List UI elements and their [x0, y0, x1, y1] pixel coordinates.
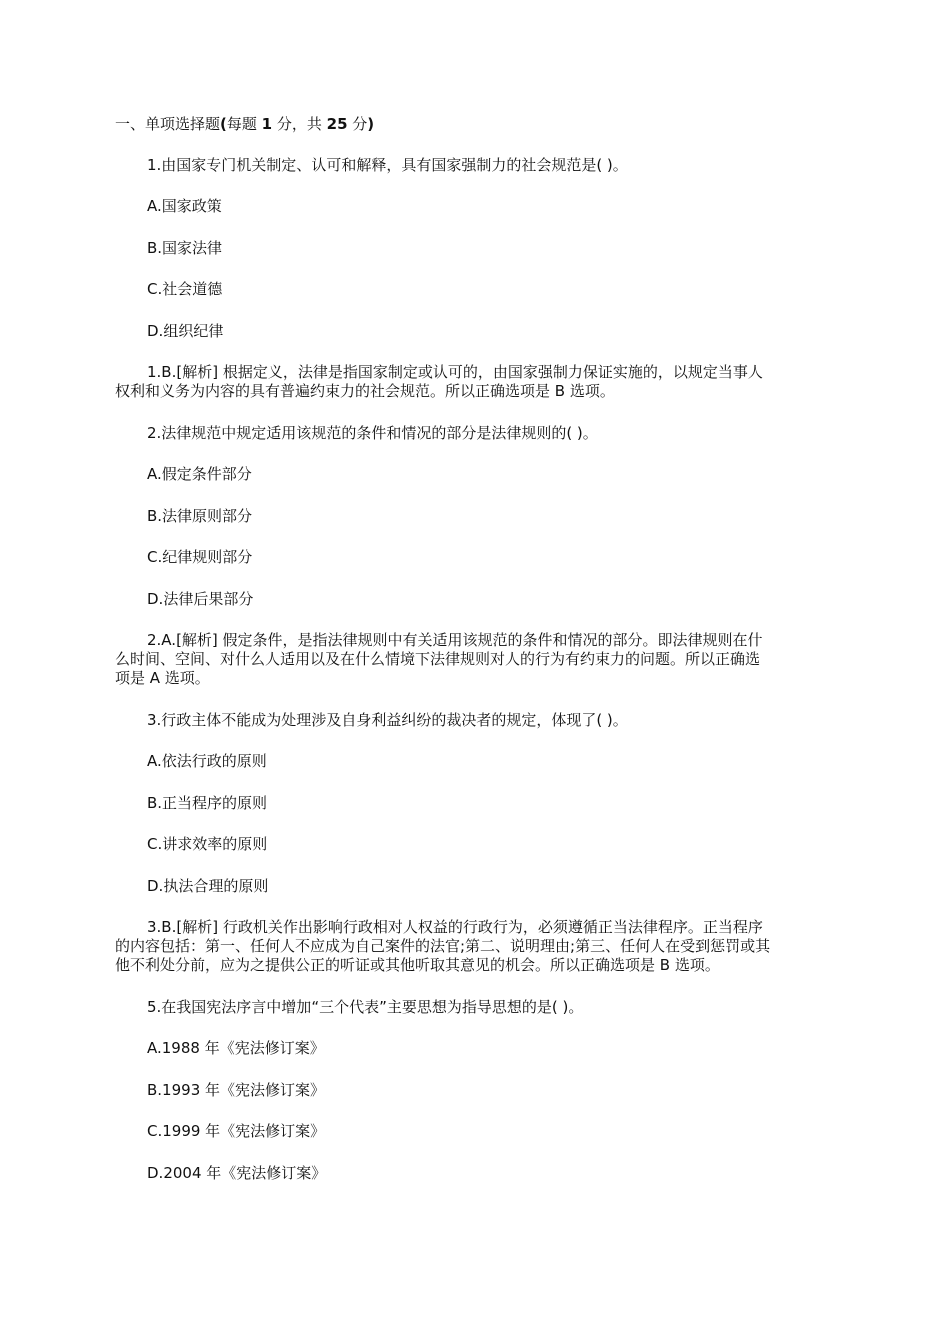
question-2-option-a: A.假定条件部分 — [147, 465, 252, 483]
question-1-option-c: C.社会道德 — [147, 280, 223, 298]
question-3-analysis-line-2: 的内容包括：第一、任何人不应成为自己案件的法官;第二、说明理由;第三、任何人在受到惩罚或其 — [115, 937, 771, 955]
section-title-text-3: 分 — [347, 115, 368, 133]
section-title-score: 1 — [261, 115, 273, 133]
question-5-option-a: A.1988 年《宪法修订案》 — [147, 1039, 325, 1057]
section-title-text-1: 每题 — [226, 115, 262, 133]
question-2-analysis-line-3: 项是 A 选项。 — [115, 669, 210, 687]
question-3-stem: 3.行政主体不能成为处理涉及自身利益纠纷的裁决者的规定，体现了( )。 — [147, 711, 628, 729]
question-1-option-a: A.国家政策 — [147, 197, 222, 215]
section-title-open: ( — [220, 115, 227, 133]
question-1-stem: 1.由国家专门机关制定、认可和解释，具有国家强制力的社会规范是( )。 — [147, 156, 628, 174]
question-2-option-c: C.纪律规则部分 — [147, 548, 253, 566]
question-3-analysis-line-1: 3.B.[解析] 行政机关作出影响行政相对人权益的行政行为，必须遵循正当法律程序。正当程序 — [147, 918, 763, 936]
section-title-text-2: 分，共 — [272, 115, 327, 133]
question-1-analysis-line-2: 权利和义务为内容的具有普遍约束力的社会规范。所以正确选项是 B 选项。 — [115, 382, 615, 400]
question-2-analysis-line-2: 么时间、空间、对什么人适用以及在什么情境下法律规则对人的行为有约束力的问题。所以正确选 — [115, 650, 761, 668]
section-title-total: 25 — [326, 115, 348, 133]
question-5-stem: 5.在我国宪法序言中增加“三个代表”主要思想为指导思想的是( )。 — [147, 998, 584, 1016]
question-3-option-a: A.依法行政的原则 — [147, 752, 267, 770]
question-3-option-b: B.正当程序的原则 — [147, 794, 268, 812]
section-title-close: ) — [367, 115, 375, 133]
question-3-option-d: D.执法合理的原则 — [147, 877, 269, 895]
question-2-stem: 2.法律规范中规定适用该规范的条件和情况的部分是法律规则的( )。 — [147, 424, 598, 442]
question-2-analysis-line-1: 2.A.[解析] 假定条件，是指法律规则中有关适用该规范的条件和情况的部分。即法律规则在什 — [147, 631, 763, 649]
question-2-option-d: D.法律后果部分 — [147, 590, 254, 608]
question-1-analysis-line-1: 1.B.[解析] 根据定义，法律是指国家制定或认可的，由国家强制力保证实施的，以规定当事人 — [147, 363, 763, 381]
section-title-prefix: 一、单项选择题 — [115, 115, 221, 133]
question-1-option-b: B.国家法律 — [147, 239, 223, 257]
question-2-option-b: B.法律原则部分 — [147, 507, 253, 525]
section-title — [115, 115, 374, 134]
question-5-option-d: D.2004 年《宪法修订案》 — [147, 1164, 327, 1182]
question-5-option-c: C.1999 年《宪法修订案》 — [147, 1122, 326, 1140]
question-3-analysis-line-3: 他不利处分前，应为之提供公正的听证或其他听取其意见的机会。所以正确选项是 B 选项。 — [115, 956, 720, 974]
question-1-option-d: D.组织纪律 — [147, 322, 224, 340]
question-5-option-b: B.1993 年《宪法修订案》 — [147, 1081, 326, 1099]
question-3-option-c: C.讲求效率的原则 — [147, 835, 268, 853]
